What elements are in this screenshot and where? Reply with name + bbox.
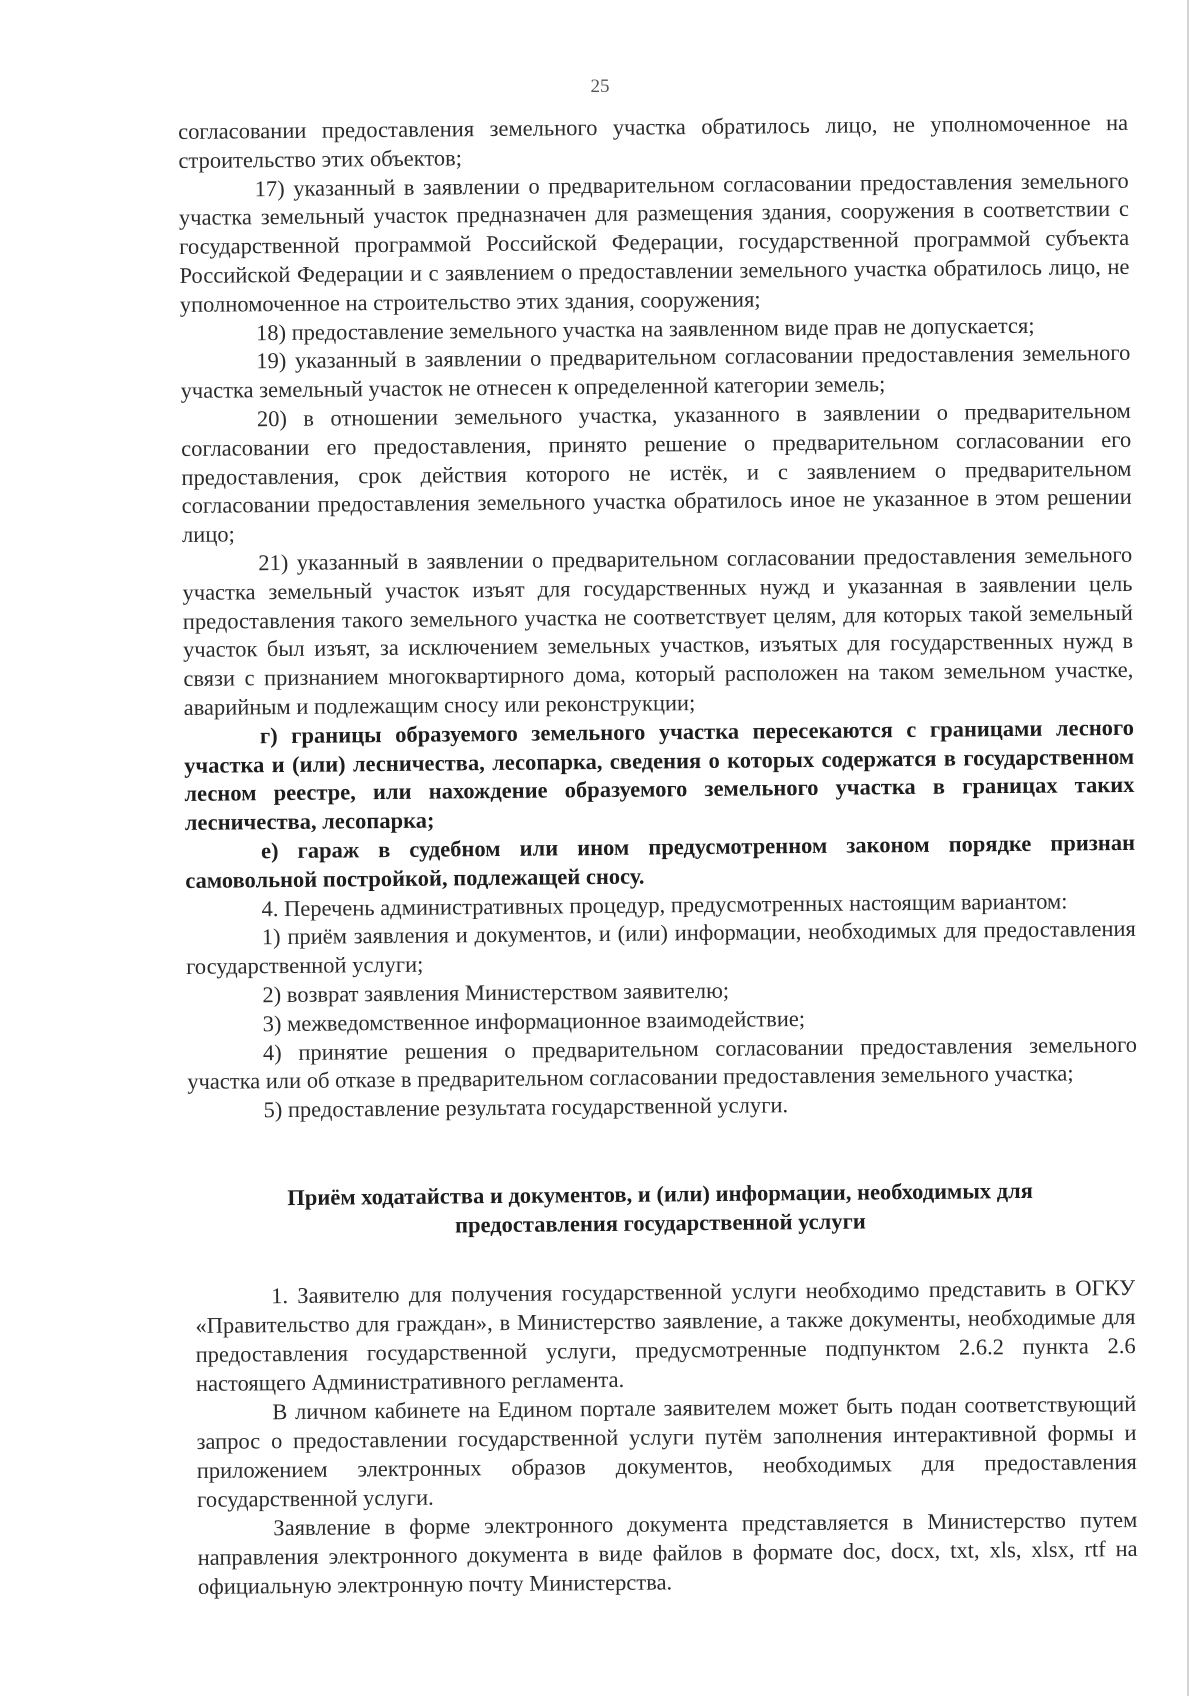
paragraph-item-21: 21) указанный в заявлении о предварительном согласовании предоставления земельного участка земельный участок изъят для государственных нужд и указанная в заявлении цель предоставления такого земельного участка не соответствует целям, для которых такой земельный участок был изъят, за исключением земельных участков, изъятых для государственных нужд в связи с признанием многоквартирного дома, который расположен на таком земельном участке, аварийным и подлежащим сносу или реконструкции;	[182, 541, 1134, 720]
paragraph-item-17: 17) указанный в заявлении о предварительном согласовании предоставления земельного участка земельный участок предназначен для размещения здания, сооружения в соответствии с государственной программой Российской Федерации, государственной программой субъекта Российской Федерации и с заявлением о предоставлении земельного участка обратилось лицо, не уполномоченное на строительство этих здания, сооружения;	[178, 167, 1130, 317]
procedure-item-3: 3) межведомственное информационное взаимодействие;	[262, 1005, 806, 1036]
paragraph-item-g: г) границы образуемого земельного участка пересекаются с границами лесного участка и (или) лесничества, лесопарка, сведения о которых содержатся в государственном лесном реестре, или нахождение образуемого земельного участка в границах таких лесничества, лесопарка;	[184, 714, 1135, 836]
procedure-item-5: 5) предоставление результата государственной услуги.	[263, 1092, 789, 1123]
paragraph: согласовании предоставления земельного участка обратилось лицо, не уполномоченное на строительство этих объектов;	[178, 109, 1129, 173]
paragraph-item-20: 20) в отношении земельного участка, указанного в заявлении о предварительном согласовании его предоставления, принято решение о предварительном согласовании его предоставления, срок действия которого не истёк, и с заявлением о предварительном согласовании предоставления земельного участка обратилось иное не указанное в этом решении лицо;	[181, 397, 1132, 548]
scan-edge-line	[1187, 0, 1189, 1696]
section-body-text	[195, 1273, 1138, 1601]
section-heading-line-1: Приём ходатайства и документов, и (или) информации, необходимых для	[287, 1177, 1034, 1211]
procedure-item-2: 2) возврат заявления Министерством заявителю;	[262, 977, 730, 1008]
section-paragraph-2: В личном кабинете на Едином портале заявителем может быть подан соответствующий запрос о предоставлении государственной услуги путём заполнения интерактивной формы и приложением электронных образов документов, необходимых для предоставления государственной услуги.	[196, 1390, 1137, 1512]
section-paragraph-1: 1. Заявителю для получения государственной услуги необходимо представить в ОГКУ «Правительство для граждан», в Министерство заявление, а также документы, необходимые для предоставления государственной услуги, предусмотренные подпунктом 2.6.2 пункта 2.6 настоящего Административного регламента.	[195, 1274, 1136, 1396]
paragraph-item-18: 18) предоставление земельного участка на заявленном виде прав не допускается;	[255, 312, 1035, 345]
procedure-item-4: 4) принятие решения о предварительном согласовании предоставления земельного участка или об отказе в предварительном согласовании предоставления земельного участка;	[187, 1031, 1138, 1095]
paragraph-procedures-intro: 4. Перечень административных процедур, предусмотренных настоящим вариантом:	[261, 888, 1068, 921]
section-paragraph-3: Заявление в форме электронного документа представляется в Министерство путем направления электронного документа в виде файлов в формате doc, docx, txt, xls, xlsx, rtf на официальную электронную почту Министерства.	[197, 1506, 1138, 1599]
paragraph-item-19: 19) указанный в заявлении о предварительном согласовании предоставления земельного участка земельный участок не отнесен к определенной категории земель;	[180, 340, 1131, 404]
page-number: 25	[590, 76, 610, 97]
section-heading	[190, 1175, 1131, 1242]
section-heading-line-2: предоставления государственной услуги	[454, 1208, 866, 1238]
body-text	[178, 109, 1138, 1126]
procedure-item-1: 1) приём заявления и документов, и (или) информации, необходимых для предоставления государственной услуги;	[186, 916, 1136, 980]
paragraph-item-e: е) гараж в судебном или ином предусмотренном законом порядке признан самовольной постройкой, подлежащей сносу.	[185, 829, 1136, 893]
